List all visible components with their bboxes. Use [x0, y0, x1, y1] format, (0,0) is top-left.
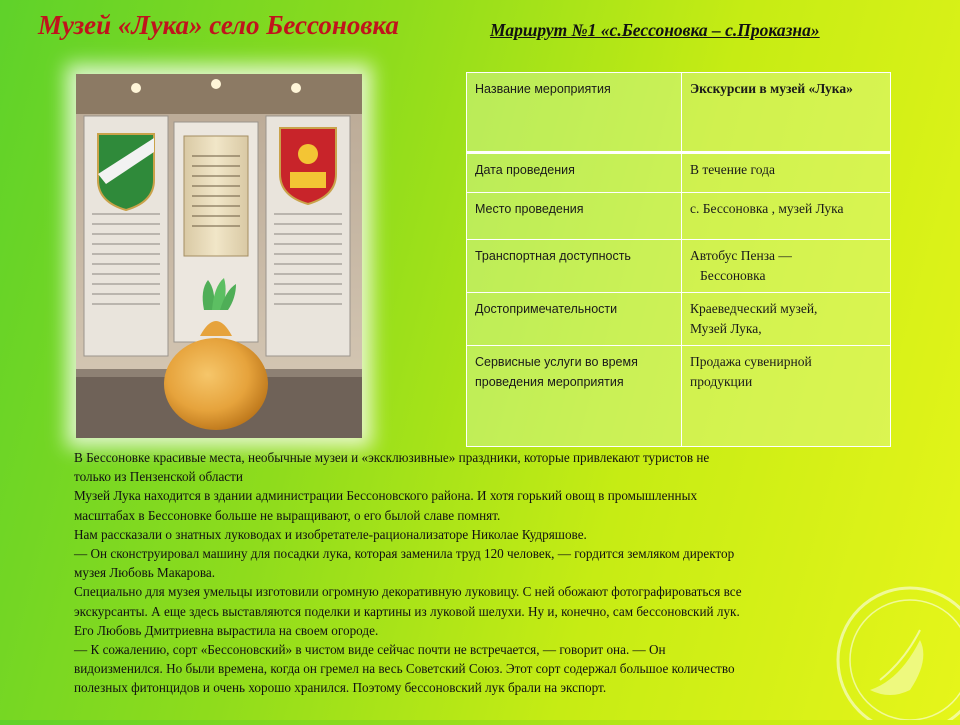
text-line: Нам рассказали о знатных луководах и изобретателе-рационализаторе Николае Кудряшове. — [74, 526, 587, 542]
row-label: Место проведения — [467, 193, 682, 240]
watermark-emblem-icon — [810, 560, 960, 720]
text-line: Его Любовь Дмитриевна вырастила на своем огороде. — [74, 622, 379, 638]
text-line: музея Любовь Макарова. — [74, 565, 216, 581]
row-label: Сервисные услуги во время проведения мероприятия — [467, 346, 682, 447]
text-line: — К сожалению, сорт «Бессоновский» в чистом виде сейчас почти не встречается, — говорит она. — Он — [74, 642, 666, 658]
row-value: Краеведческий музей, Музей Лука, — [682, 293, 891, 346]
row-label: Транспортная доступность — [467, 240, 682, 293]
table-row — [467, 293, 891, 346]
text-line: Музей Лука находится в здании администрации Бессоновского района. И хотя горький овощ в промышленных — [74, 488, 698, 504]
row-label: Название мероприятия — [467, 73, 682, 153]
table-row — [467, 240, 891, 293]
text-line: видоизменился. Но были времена, когда он гремел на весь Советский Союз. Этот сорт содержал большое количество — [74, 661, 735, 677]
page-title: Музей «Лука» село Бессоновка — [38, 10, 399, 40]
text-line: только из Пензенской области — [74, 469, 243, 485]
text-line: полезных фитонцидов и очень хорошо хранился. Поэтому бессоновский лук брали на экспорт. — [74, 680, 607, 696]
text-line: В Бессоновке красивые места, необычные музеи и «эксклюзивные» праздники, которые привлекают туристов не — [74, 450, 710, 465]
row-value: Автобус Пенза — Бессоновка — [682, 240, 891, 293]
table-row — [467, 193, 891, 240]
row-value: с. Бессоновка , музей Лука — [682, 193, 891, 240]
route-title: Маршрут №1 «с.Бессоновка – с.Проказна» — [490, 20, 820, 40]
row-label: Достопримечательности — [467, 293, 682, 346]
row-value: Экскурсии в музей «Лука» — [682, 73, 891, 153]
table-row — [467, 153, 891, 193]
description-text — [74, 448, 894, 698]
table-row — [467, 73, 891, 153]
text-line: экскурсанты. А еще здесь выставляются поделки и картины из луковой шелухи. Ну и, конечно, сам бессоновский лук. — [74, 603, 740, 619]
table-row — [467, 346, 891, 447]
museum-photo — [76, 74, 362, 438]
text-line: Специально для музея умельцы изготовили огромную декоративную луковицу. С ней обожают фотографироваться все — [74, 584, 742, 600]
text-line: масштабах в Бессоновке больше не выращивают, о его былой славе помнят. — [74, 507, 501, 523]
text-line: — Он сконструировал машину для посадки лука, которая заменила труд 120 человек, — гордится земляком директор — [74, 546, 735, 562]
event-info-table — [466, 72, 891, 447]
row-value: Продажа сувенирной продукции — [682, 346, 891, 447]
row-value: В течение года — [682, 153, 891, 193]
row-label: Дата проведения — [467, 153, 682, 193]
